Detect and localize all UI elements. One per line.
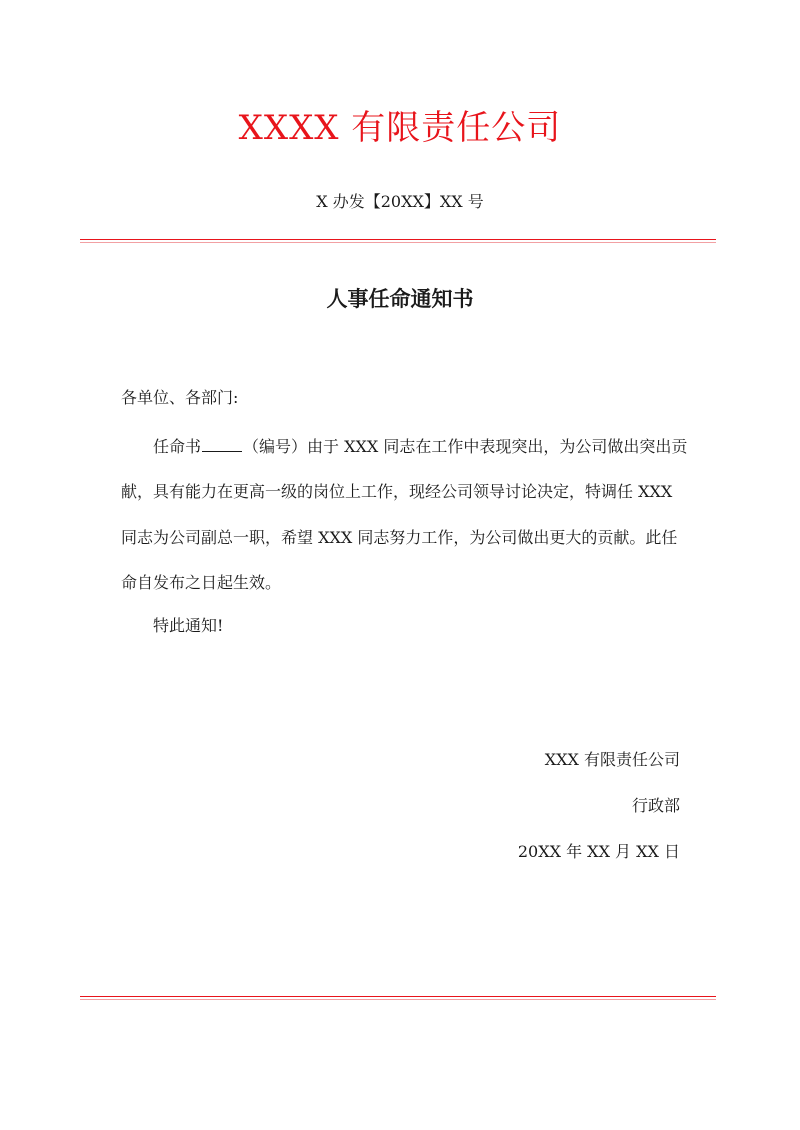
body-line-4: 命自发布之日起生效。 [121,573,282,592]
signature-company: XXX 有限责任公司 [544,750,680,769]
body-line-1-suffix: （编号）由于 XXX 同志在工作中表现突出，为公司做出突出贡 [243,437,688,456]
body-line-1-prefix: 任命书 [153,437,202,456]
document-number: X 办发【20XX】XX 号 [316,192,484,211]
footer-red-rule [80,996,716,1000]
body-line-3: 同志为公司副总一职，希望 XXX 同志努力工作，为公司做出更大的贡献。此任 [121,528,678,547]
number-blank-field [202,434,242,452]
signature-date: 20XX 年 XX 月 XX 日 [517,842,680,861]
signature-department: 行政部 [631,796,680,815]
company-name-header: XXXX 有限责任公司 [238,108,562,148]
document-title: 人事任命通知书 [326,287,474,311]
header-red-rule [80,239,716,243]
body-line-1 [153,434,719,459]
body-line-2: 献，具有能力在更高一级的岗位上工作，现经公司领导讨论决定，特调任 XXX [121,482,673,501]
closing-line: 特此通知! [153,616,224,635]
salutation: 各单位、各部门: [121,388,239,407]
